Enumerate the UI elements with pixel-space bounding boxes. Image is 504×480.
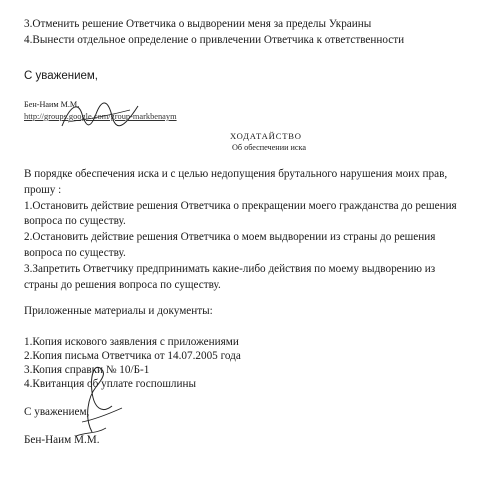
- group-link[interactable]: http://groups.google.com/group-markbenaym: [24, 112, 177, 121]
- closing-1: С уважением,: [24, 70, 98, 82]
- body-line: 3.Запретить Ответчику предпринимать какие-либо действия по моему выдворению из: [24, 263, 436, 275]
- closing-2: С уважением,: [24, 406, 90, 418]
- signer-1: Бен-Наим М.М.: [24, 100, 80, 109]
- attachment-item: 1.Копия искового заявления с приложениями: [24, 336, 239, 348]
- attachment-item: 3.Копия справки № 10/Б-1: [24, 364, 150, 376]
- body-line: 2.Остановить действие решения Ответчика о моем выдворении из страны до решения: [24, 231, 436, 243]
- body-line: вопроса по существу.: [24, 247, 126, 259]
- top-item-3: 3.Отменить решение Ответчика о выдворении меня за пределы Украины: [24, 18, 372, 30]
- body-line: прошу :: [24, 184, 62, 196]
- body-line: В порядке обеспечения иска и с целью недопущения брутального нарушения моих прав,: [24, 168, 448, 180]
- body-line: 1.Остановить действие решения Ответчика о прекращении моего гражданства до решения: [24, 200, 457, 212]
- document-subtitle: Об обеспечении иска: [232, 143, 307, 152]
- document-title: ХОДАТАЙСТВО: [230, 131, 302, 141]
- body-line: вопроса по существу.: [24, 215, 126, 227]
- body-line: страны до решения вопроса по существу.: [24, 279, 221, 291]
- attachment-item: 4.Квитанция об уплате госпошлины: [24, 378, 197, 390]
- signer-2: Бен-Наим М.М.: [24, 434, 100, 446]
- attachments-heading: Приложенные материалы и документы:: [24, 305, 213, 317]
- attachment-item: 2.Копия письма Ответчика от 14.07.2005 года: [24, 350, 241, 362]
- top-item-4: 4.Вынести отдельное определение о привлечении Ответчика к ответственности: [24, 34, 405, 46]
